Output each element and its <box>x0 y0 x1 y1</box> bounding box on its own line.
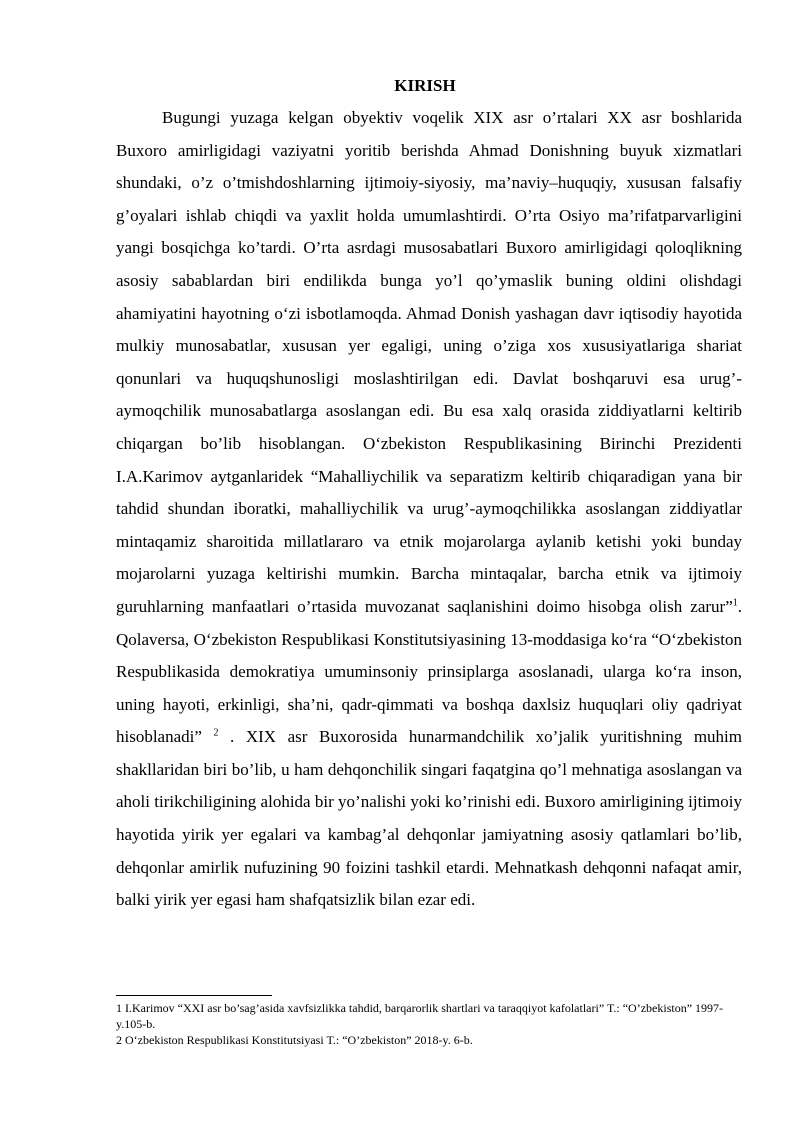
body-paragraph <box>116 102 742 917</box>
body-text-part-2: . Qolaversa, O‘zbekiston Respublikasi Konstitutsiyasining 13-moddasiga ko‘ra “O‘zbekiston Respublikasida demokratiya umuminsoniy prinsiplarga asoslanadi, ularga ko‘ra inson, uning hayoti, erkinligi, sha’ni, qadr-qimmati va boshqa daxlsiz huquqlari oliy qadriyat hisoblanadi” <box>116 596 742 747</box>
footnote-divider <box>116 995 272 996</box>
footnote-ref-1: 1 <box>732 597 738 609</box>
page-title: KIRISH <box>394 76 456 95</box>
body-text-part-1: Bugungi yuzaga kelgan obyektiv voqelik XIX asr o’rtalari XX asr boshlarida Buxoro amirligidagi vaziyatni yoritib berishda Ahmad Donishning buyuk xizmatlari shundaki, o’z o’tmishdoshlarning ijtimoiy-siyosiy, ma’naviy–huquqiy, xususan falsafiy g’oyalari ishlab chiqdi va yaxlit holda umumlashtirdi. O’rta Osiyo ma’rifatparvarligini yangi bosqichga ko’tardi. O’rta asrdagi musosabatlari Buxoro amirligidagi qoloqlikning asosiy sabablardan biri endilikda bunga yo’l qo’ymaslik buning oldini olishdagi ahamiyatini hayotning o‘zi isbotlamoqda. Ahmad Donish yashagan davr iqtisodiy hayotida mulkiy munosabatlar, xususan yer egaligi, uning o’ziga xos xususiyatlariga shariat qonunlari va huquqshunosligi moslashtirilgan edi. Davlat boshqaruvi esa urug’-aymoqchilik munosabatlarga asoslangan edi. Bu esa xalq orasida ziddiyatlarni keltirib chiqargan bo’lib hisoblangan. O‘zbekiston Respublikasining Birinchi Prezidenti I.A.Karimov aytganlaridek “Mahalliychilik va separatizm keltirib chiqaradigan yana bir tahdid shundan iboratki, mahalliychilik va urug’-aymoqchilikka asoslangan ziddiyatlar mintaqamiz sharoitida millatlararo va etnik mojarolarga aylanib ketishi yoki bunday mojarolarni yuzaga keltirishi mumkin. Barcha mintaqalar, barcha etnik va ijtimoiy guruhlarning manfaatlari o’rtasida muvozanat saqlanishini doimo hisobga olish zarur” <box>116 108 742 616</box>
body-text-part-3: . XIX asr Buxorosida hunarmandchilik xo’jalik yuritishning muhim shakllaridan biri bo’lib, u ham dehqonchilik singari faqatgina qo’l mehnatiga asoslangan va aholi tirikchiligining alohida bir yo’nalishi yoki ko’rinishi edi. Buxoro amirligining ijtimoiy hayotida yirik yer egalari va kambag’al dehqonlar jamiyatning asosiy qatlamlari bo’lib, dehqonlar amirlik nufuzining 90 foizini tashkil etardi. Mehnatkash dehqonni nafaqat amir, balki yirik yer egasi ham shafqatsizlik bilan ezar edi. <box>116 727 743 910</box>
footnote-2: 2 O‘zbekiston Respublikasi Konstitutsiyasi T.: “O’zbekiston” 2018-y. 6-b. <box>116 1033 473 1047</box>
footnote-ref-2: 2 <box>213 727 219 739</box>
footnotes <box>116 1000 742 1048</box>
footnote-1: 1 I.Karimov “XXI asr bo’sag’asida xavfsizlikka tahdid, barqarorlik shartlari va taraqqiyot kafolatlari” T.: “O’zbekiston” 1997-y.105-b. <box>116 1001 724 1031</box>
